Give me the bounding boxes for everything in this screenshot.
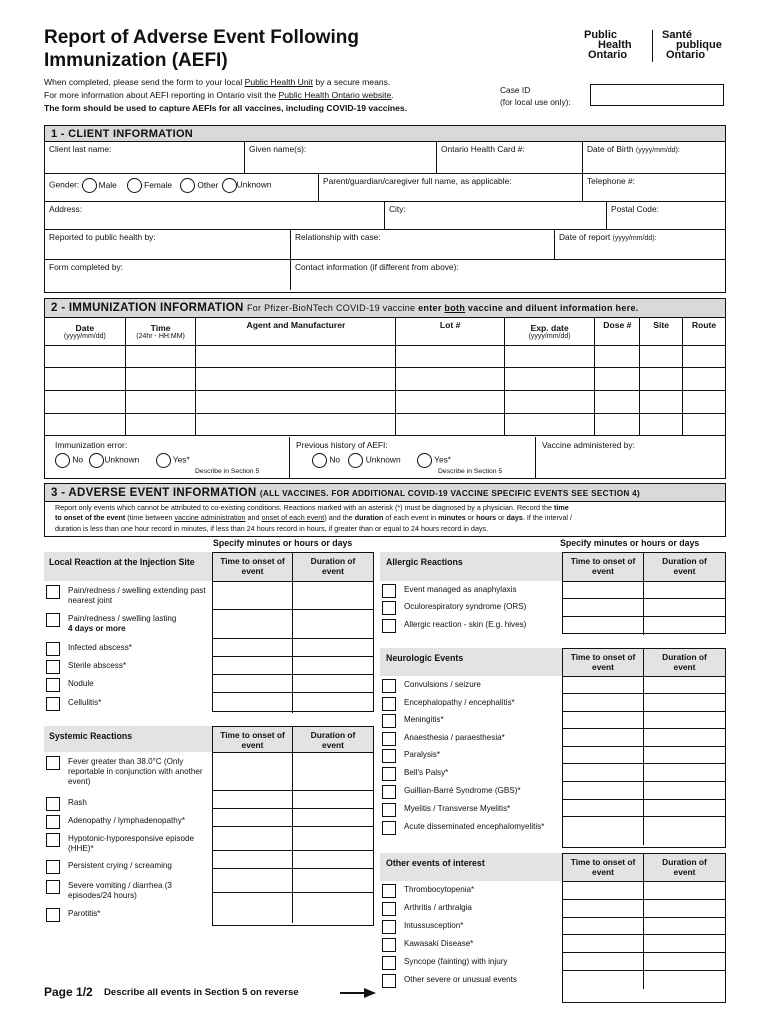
neurologic-event-label: Myelitis / Transverse Myelitis* xyxy=(404,804,511,813)
arrow-right-icon xyxy=(340,986,376,1004)
other-event-label: Other severe or unusual events xyxy=(404,975,517,984)
describe-reverse-note: Describe all events in Section 5 on reverse xyxy=(104,987,299,998)
duration-cell[interactable] xyxy=(644,617,725,635)
duration-column-header: Duration of event xyxy=(293,553,373,582)
duration-cell[interactable] xyxy=(644,800,725,817)
duration-cell[interactable] xyxy=(293,809,373,827)
checkbox[interactable] xyxy=(382,974,396,988)
allergic-reaction-label: Event managed as anaphylaxis xyxy=(404,585,517,594)
col-agent: Agent and Manufacturer xyxy=(196,318,396,346)
duration-cell[interactable] xyxy=(644,971,725,989)
onset-cell[interactable] xyxy=(563,918,644,935)
other-event-label: Arthritis / arthralgia xyxy=(404,903,472,912)
city-field[interactable]: City: xyxy=(385,202,607,230)
specify-units-right: Specify minutes or hours or days xyxy=(560,538,700,548)
duration-cell[interactable] xyxy=(293,657,373,675)
other-event-label: Syncope (fainting) with injury xyxy=(404,957,508,966)
specify-units-left: Specify minutes or hours or days xyxy=(213,538,353,548)
section-immunization-information xyxy=(44,298,726,479)
neurologic-event-label: Acute disseminated encephalomyelitis* xyxy=(404,822,545,831)
checkbox[interactable] xyxy=(46,833,60,847)
immunization-error-field: Immunization error: No Unknown Yes* Describe in Section 5 xyxy=(55,440,260,475)
other-event-label: Kawasaki Disease* xyxy=(404,939,474,948)
col-lot: Lot # xyxy=(396,318,504,346)
duration-cell[interactable] xyxy=(644,729,725,747)
onset-cell[interactable] xyxy=(563,729,644,747)
checkbox[interactable] xyxy=(46,860,60,874)
onset-cell[interactable] xyxy=(563,900,644,918)
systemic-reaction-label: Parotitis* xyxy=(68,909,101,918)
duration-column-header: Duration of event xyxy=(644,649,725,677)
duration-cell[interactable] xyxy=(644,918,725,935)
checkbox[interactable] xyxy=(382,679,396,693)
checkbox[interactable] xyxy=(382,697,396,711)
duration-cell[interactable] xyxy=(644,953,725,971)
onset-cell[interactable] xyxy=(563,817,644,845)
col-exp: Exp. date (yyyy/mm/dd) xyxy=(504,318,595,346)
case-id-field[interactable] xyxy=(590,84,724,106)
onset-cell[interactable] xyxy=(563,694,644,712)
public-health-unit-link[interactable]: Public Health Unit xyxy=(244,77,313,87)
onset-cell[interactable] xyxy=(213,693,293,713)
onset-column-header: Time to onset of event xyxy=(213,727,293,753)
duration-cell[interactable] xyxy=(644,677,725,694)
neurologic-event-label: Paralysis* xyxy=(404,750,440,759)
section-client-information xyxy=(44,125,726,293)
duration-cell[interactable] xyxy=(293,582,373,610)
onset-cell[interactable] xyxy=(563,599,644,617)
checkbox[interactable] xyxy=(46,660,60,674)
onset-cell[interactable] xyxy=(213,753,293,791)
table-row[interactable] xyxy=(45,391,726,414)
neurologic-event-label: Bell's Palsy* xyxy=(404,768,449,777)
administered-by-field[interactable]: Vaccine administered by: xyxy=(535,437,725,478)
case-id-label: Case ID (for local use only): xyxy=(500,85,571,107)
reported-by-field[interactable]: Reported to public health by: xyxy=(45,230,291,260)
local-reaction-label: Pain/redness / swelling lasting 4 days or more xyxy=(68,614,177,633)
history-unknown-radio[interactable] xyxy=(348,453,363,468)
duration-cell[interactable] xyxy=(644,764,725,782)
given-names-field[interactable]: Given name(s): xyxy=(245,142,437,174)
allergic-reaction-label: Oculorespiratory syndrome (ORS) xyxy=(404,602,527,611)
onset-cell[interactable] xyxy=(563,747,644,764)
checkbox[interactable] xyxy=(382,749,396,763)
onset-cell[interactable] xyxy=(213,610,293,639)
neurologic-event-label: Guillian-Barré Syndrome (GBS)* xyxy=(404,786,521,795)
duration-cell[interactable] xyxy=(293,869,373,893)
health-card-field[interactable]: Ontario Health Card #: xyxy=(437,142,583,174)
duration-cell[interactable] xyxy=(644,747,725,764)
duration-cell[interactable] xyxy=(644,882,725,900)
systemic-reactions-header: Systemic Reactions xyxy=(44,726,212,752)
intro-text: When completed, please send the form to your local Public Health Unit by a secure means. For more information about AEFI reporting in Ontario visit the Public Health Ontario website. The form should be used to capture AEFIs for all vaccines, including COVID-19 vaccines. xyxy=(44,77,408,113)
duration-column-header: Duration of event xyxy=(293,727,373,753)
table-row[interactable] xyxy=(45,414,726,436)
gender-unknown-radio[interactable] xyxy=(222,178,237,193)
onset-cell[interactable] xyxy=(213,893,293,923)
duration-cell[interactable] xyxy=(644,712,725,729)
local-reaction-label: Sterile abscess* xyxy=(68,661,127,670)
section1-heading: 1 - CLIENT INFORMATION xyxy=(45,126,725,142)
local-reaction-label: Pain/redness / swelling extending past nearest joint xyxy=(68,586,206,605)
checkbox[interactable] xyxy=(382,938,396,952)
onset-cell[interactable] xyxy=(563,782,644,800)
table-row[interactable] xyxy=(45,346,726,368)
onset-column-header: Time to onset of event xyxy=(563,649,644,677)
onset-cell[interactable] xyxy=(563,971,644,989)
section3-heading: 3 - ADVERSE EVENT INFORMATION (ALL VACCINES. FOR ADDITIONAL COVID-19 VACCINE SPECIFIC EVENTS SEE SECTION 4) xyxy=(45,484,725,502)
neurologic-events-header: Neurologic Events xyxy=(380,648,562,676)
duration-cell[interactable] xyxy=(644,935,725,953)
checkbox[interactable] xyxy=(382,767,396,781)
duration-cell[interactable] xyxy=(293,753,373,791)
checkbox[interactable] xyxy=(46,908,60,922)
table-row[interactable] xyxy=(45,368,726,391)
duration-column-header: Duration of event xyxy=(644,854,725,882)
systemic-reaction-label: Persistent crying / screaming xyxy=(68,861,172,870)
telephone-field[interactable]: Telephone #: xyxy=(583,174,725,202)
error-yes-radio[interactable] xyxy=(156,453,171,468)
onset-cell[interactable] xyxy=(213,582,293,610)
duration-cell[interactable] xyxy=(293,639,373,657)
other-events-header: Other events of interest xyxy=(380,853,562,881)
onset-column-header: Time to onset of event xyxy=(213,553,293,582)
systemic-reaction-label: Fever greater than 38.0°C (Only reportable in conjunction with another event) xyxy=(68,757,203,786)
duration-column-header: Duration of event xyxy=(644,553,725,582)
checkbox[interactable] xyxy=(46,678,60,692)
address-field[interactable]: Address: xyxy=(45,202,385,230)
neurologic-event-label: Meningitis* xyxy=(404,715,444,724)
other-event-label: Intussusception* xyxy=(404,921,464,930)
neurologic-event-label: Anaesthesia / paraesthesia* xyxy=(404,733,505,742)
checkbox[interactable] xyxy=(46,815,60,829)
pho-website-link[interactable]: Public Health Ontario website xyxy=(278,90,392,100)
checkbox[interactable] xyxy=(382,601,396,615)
systemic-reactions-grid[interactable] xyxy=(212,726,374,926)
neurologic-event-label: Encephalopathy / encephalitis* xyxy=(404,698,515,707)
checkbox[interactable] xyxy=(46,797,60,811)
onset-cell[interactable] xyxy=(563,935,644,953)
duration-cell[interactable] xyxy=(293,827,373,851)
previous-aefi-field: Previous history of AEFI: No Unknown Yes* Describe in Section 5 xyxy=(289,437,535,478)
immunization-table xyxy=(44,317,726,436)
allergic-reaction-label: Allergic reaction - skin (E.g. hives) xyxy=(404,620,527,629)
checkbox[interactable] xyxy=(382,821,396,835)
form-title: Report of Adverse Event Following Immunization (AEFI) xyxy=(44,27,359,71)
col-site: Site xyxy=(640,318,683,346)
completed-by-field[interactable]: Form completed by: xyxy=(45,260,291,290)
duration-cell[interactable] xyxy=(644,900,725,918)
duration-cell[interactable] xyxy=(293,893,373,923)
allergic-reactions-grid[interactable] xyxy=(562,552,726,634)
onset-cell[interactable] xyxy=(213,657,293,675)
neurologic-event-label: Convulsions / seizure xyxy=(404,680,481,689)
checkbox[interactable] xyxy=(46,880,60,894)
checkbox[interactable] xyxy=(382,732,396,746)
checkbox[interactable] xyxy=(382,803,396,817)
checkbox[interactable] xyxy=(382,584,396,598)
other-events-grid[interactable] xyxy=(562,853,726,1003)
onset-cell[interactable] xyxy=(213,869,293,893)
pho-logo: Public Health Ontario Santé publique Ontario xyxy=(584,29,722,61)
checkbox[interactable] xyxy=(46,585,60,599)
checkbox[interactable] xyxy=(382,956,396,970)
systemic-reaction-label: Severe vomiting / diarrhea (3 episodes/24 hours) xyxy=(68,881,172,900)
contact-info-field[interactable]: Contact information (if different from above): xyxy=(295,262,459,272)
other-event-label: Thrombocytopenia* xyxy=(404,885,475,894)
gender-field: Gender: Male Female Other Unknown xyxy=(45,174,319,202)
relationship-field[interactable]: Relationship with case: xyxy=(291,230,555,260)
duration-cell[interactable] xyxy=(644,694,725,712)
onset-cell[interactable] xyxy=(563,712,644,729)
systemic-reaction-label: Hypotonic-hyporesponsive episode (HHE)* xyxy=(68,834,194,853)
duration-cell[interactable] xyxy=(644,817,725,845)
checkbox[interactable] xyxy=(46,613,60,627)
duration-cell[interactable] xyxy=(644,782,725,800)
onset-cell[interactable] xyxy=(213,809,293,827)
checkbox[interactable] xyxy=(382,920,396,934)
col-date: Date (yyyy/mm/dd) xyxy=(45,318,126,346)
onset-cell[interactable] xyxy=(213,675,293,693)
local-reaction-grid[interactable] xyxy=(212,552,374,712)
onset-cell[interactable] xyxy=(213,851,293,869)
onset-cell[interactable] xyxy=(563,617,644,635)
onset-cell[interactable] xyxy=(563,882,644,900)
checkbox[interactable] xyxy=(382,619,396,633)
col-dose: Dose # xyxy=(595,318,640,346)
local-reaction-header: Local Reaction at the Injection Site xyxy=(44,552,212,581)
history-no-radio[interactable] xyxy=(312,453,327,468)
systemic-reaction-label: Rash xyxy=(68,798,87,807)
checkbox[interactable] xyxy=(382,902,396,916)
onset-cell[interactable] xyxy=(213,791,293,809)
onset-cell[interactable] xyxy=(563,800,644,817)
onset-cell[interactable] xyxy=(563,677,644,694)
client-last-name-field[interactable]: Client last name: xyxy=(45,142,245,174)
col-route: Route xyxy=(683,318,726,346)
local-reaction-label: Nodule xyxy=(68,679,94,688)
onset-cell[interactable] xyxy=(213,639,293,657)
error-no-radio[interactable] xyxy=(55,453,70,468)
page-number: Page 1/2 xyxy=(44,985,93,999)
checkbox[interactable] xyxy=(382,714,396,728)
date-of-birth-field[interactable]: Date of Birth (yyyy/mm/dd): xyxy=(583,142,725,174)
gender-other-radio[interactable] xyxy=(180,178,195,193)
local-reaction-label: Cellulitis* xyxy=(68,698,102,707)
onset-column-header: Time to onset of event xyxy=(563,553,644,582)
checkbox[interactable] xyxy=(382,785,396,799)
duration-cell[interactable] xyxy=(293,693,373,713)
gender-female-radio[interactable] xyxy=(127,178,142,193)
error-unknown-radio[interactable] xyxy=(89,453,104,468)
duration-cell[interactable] xyxy=(644,599,725,617)
date-of-report-field[interactable]: Date of report (yyyy/mm/dd): xyxy=(555,230,725,260)
col-time: Time (24hr - HH:MM) xyxy=(125,318,196,346)
duration-cell[interactable] xyxy=(293,791,373,809)
postal-code-field[interactable]: Postal Code: xyxy=(607,202,725,230)
history-yes-radio[interactable] xyxy=(417,453,432,468)
allergic-reactions-header: Allergic Reactions xyxy=(380,552,562,581)
onset-cell[interactable] xyxy=(563,582,644,599)
gender-male-radio[interactable] xyxy=(82,178,97,193)
onset-column-header: Time to onset of event xyxy=(563,854,644,882)
neurologic-events-grid[interactable] xyxy=(562,648,726,848)
duration-cell[interactable] xyxy=(293,610,373,639)
duration-cell[interactable] xyxy=(644,582,725,599)
onset-cell[interactable] xyxy=(563,953,644,971)
onset-cell[interactable] xyxy=(213,827,293,851)
section2-heading: 2 - IMMUNIZATION INFORMATION For Pfizer-BioNTech COVID-19 vaccine enter both vaccine and diluent information here. xyxy=(45,299,725,318)
checkbox[interactable] xyxy=(382,884,396,898)
duration-cell[interactable] xyxy=(293,851,373,869)
systemic-reaction-label: Adenopathy / lymphadenopathy* xyxy=(68,816,185,825)
checkbox[interactable] xyxy=(46,642,60,656)
local-reaction-label: Infected abscess* xyxy=(68,643,132,652)
checkbox[interactable] xyxy=(46,697,60,711)
parent-guardian-field[interactable]: Parent/guardian/caregiver full name, as applicable: xyxy=(319,174,583,202)
onset-cell[interactable] xyxy=(563,764,644,782)
section-adverse-event-information: 3 - ADVERSE EVENT INFORMATION (ALL VACCINES. FOR ADDITIONAL COVID-19 VACCINE SPECIFIC EVENTS SEE SECTION 4) Report only events which cannot be attributed to co-existing conditions. Reactions marked with an asterisk (*) must be diagnosed by a physician. Record the time to onset of the event (time between vaccine administration and onset of each event) and the duration of each event in minutes or hours or days. If the interval / duration is less than one hour record in minutes, if less than 24 hours record in hours, if greater than or equal to 24 hours record in days. xyxy=(44,483,726,537)
checkbox[interactable] xyxy=(46,756,60,770)
duration-cell[interactable] xyxy=(293,675,373,693)
